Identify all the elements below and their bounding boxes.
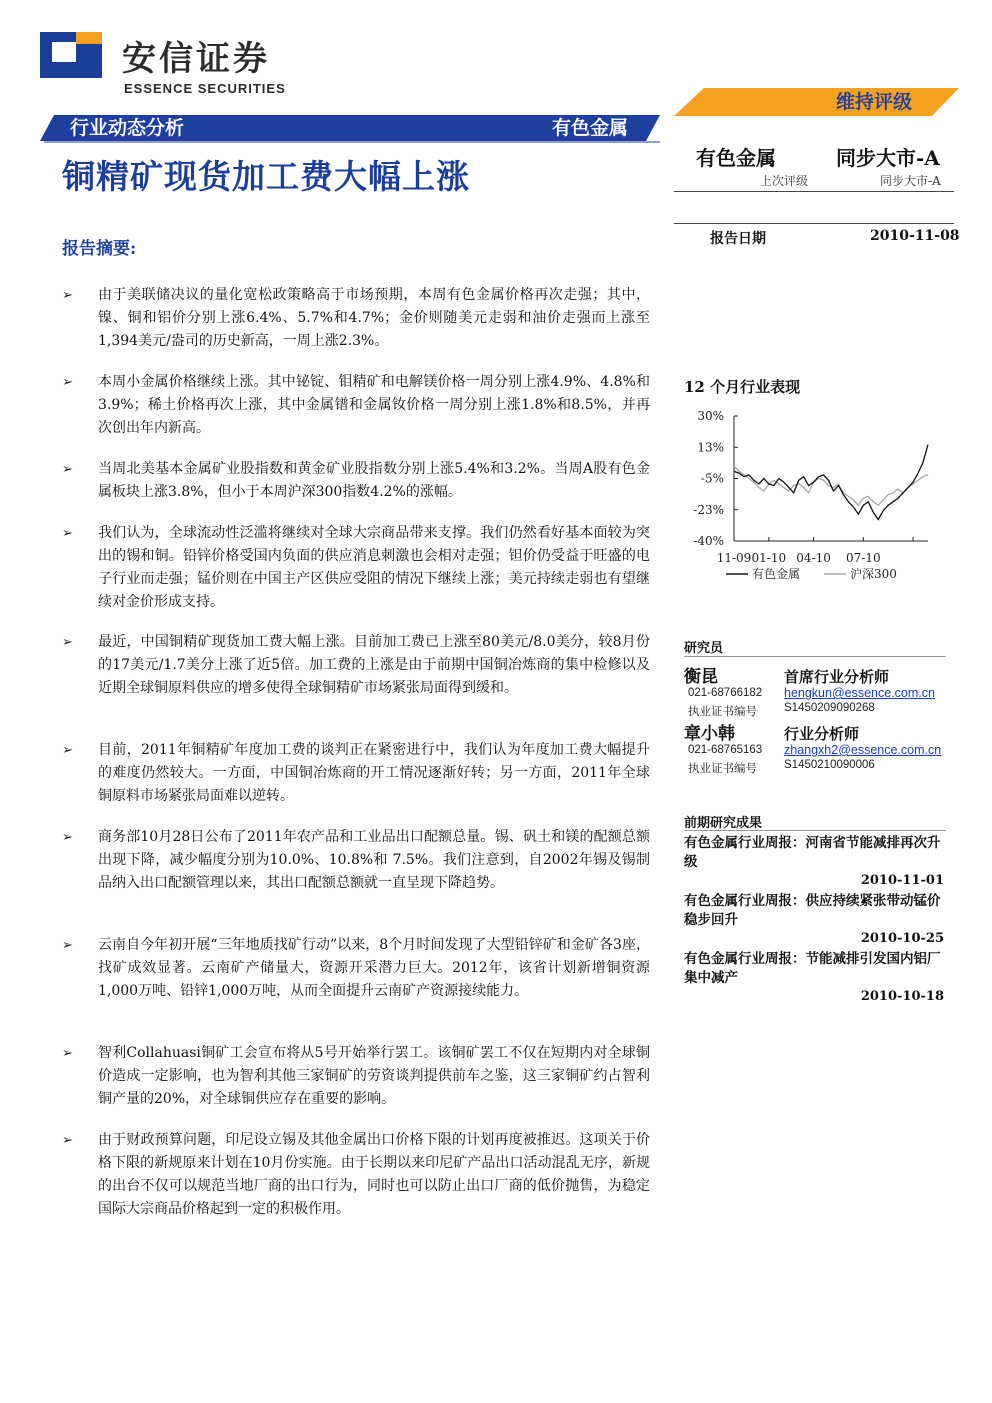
prev-rating-value: 同步大市-A [880, 174, 941, 188]
prior-research-heading: 前期研究成果 [684, 816, 763, 831]
prior-research-date: 2010-11-01 [860, 873, 944, 888]
brand-name-cn: 安信证券 [122, 39, 270, 79]
legend-label: 有色金属 [752, 567, 801, 581]
y-tick-label: -40% [693, 534, 724, 548]
report-title: 铜精矿现货加工费大幅上涨 [62, 157, 470, 196]
prior-research-link[interactable]: 有色金属行业周报：供应持续紧张带动锰价稳步回升 [684, 893, 941, 928]
bullet-arrow-icon: ➢ [62, 526, 73, 541]
researcher-cert-label: 执业证书编号 [688, 706, 757, 718]
bullet-arrow-icon: ➢ [62, 743, 73, 758]
abstract-bullet-text: 智利Collahuasi铜矿工会宣布将从5号开始举行罢工。该铜矿罢工不仅在短期内对全球铜价造成一定影响，也为智利其他三家铜矿的劳资谈判提供前车之鉴，这三家铜矿约占智利铜产量的20%，对全球铜供应存在重要的影响。 [98, 1045, 650, 1107]
researcher-role: 首席行业分析师 [784, 668, 890, 686]
y-tick-label: 13% [697, 440, 724, 455]
y-tick-label: 30% [697, 409, 724, 423]
series-line-nonferrous [734, 445, 928, 520]
report-date-value: 2010-11-08 [870, 228, 960, 244]
researcher-email-link[interactable]: zhangxh2@essence.com.cn [784, 743, 942, 757]
rating-tag-banner [674, 88, 959, 116]
x-tick-label: 01-10 [751, 551, 787, 565]
bullet-arrow-icon: ➢ [62, 375, 73, 390]
chart-title: 12 个月行业表现 [684, 378, 801, 396]
abstract-bullet-text: 当周北美基本金属矿业股指数和黄金矿业股指数分别上涨5.4%和3.2%。当周A股有色金属板块上涨3.8%，但小于本周沪深300指数4.2%的涨幅。 [98, 461, 650, 500]
researcher-cert: S1450209090268 [784, 702, 875, 714]
bullet-arrow-icon: ➢ [62, 1046, 73, 1061]
divider [674, 191, 954, 192]
bullet-arrow-icon: ➢ [62, 635, 73, 650]
prior-research-link[interactable]: 有色金属行业周报：河南省节能减排再次升级 [684, 835, 941, 870]
researchers-heading: 研究员 [684, 641, 724, 656]
prior-research-date: 2010-10-18 [860, 989, 944, 1004]
prior-research-link[interactable]: 有色金属行业周报：节能减排引发国内铝厂集中减产 [684, 951, 941, 986]
report-date-label: 报告日期 [710, 231, 766, 247]
report-category: 行业动态分析 [70, 117, 185, 139]
y-tick-label: -23% [693, 502, 724, 517]
divider [684, 656, 946, 657]
abstract-bullet-text: 目前，2011年铜精矿年度加工费的谈判正在紧密进行中，我们认为年度加工费大幅提升的难度仍然较大。一方面，中国铜冶炼商的开工情况逐渐好转；另一方面，2011年全球铜原料市场紧张局面难以逆转。 [98, 742, 650, 804]
researcher-email-link[interactable]: hengkun@essence.com.cn [784, 686, 935, 700]
abstract-bullet-text: 由于财政预算问题，印尼设立锡及其他金属出口价格下限的计划再度被推迟。这项关于价格下限的新规原来计划在10月份实施。由于长期以来印尼矿产品出口活动混乱无序，新规的出台不仅可以规范当地厂商的出口行为，同时也可以防止出口厂商的低价抛售，为稳定国际大宗商品价格起到一定的积极作用。 [98, 1132, 650, 1217]
abstract-bullet-text: 商务部10月28日公布了2011年农产品和工业品出口配额总量。锡、矾土和镁的配额总额出现下降，减少幅度分别为10.0%、10.8%和 7.5%。我们注意到，自2002年锡及锡制品纳入出口配额管理以来，其出口配额总额就一直呈现下降趋势。 [98, 829, 650, 891]
prior-research-date: 2010-10-25 [860, 931, 944, 946]
abstract-bullet-text: 云南自今年初开展“三年地质找矿行动”以来，8个月时间发现了大型铅锌矿和金矿各3座，找矿成效显著。云南矿产储量大，资源开采潜力巨大。2012年，该省计划新增铜资源1,000万吨、铅锌1,000万吨，从而全面提升云南矿产资源接续能力。 [98, 937, 650, 999]
rating-value: 同步大市-A [836, 146, 940, 170]
researcher-name: 衡昆 [684, 667, 718, 687]
researcher-role: 行业分析师 [784, 725, 860, 743]
y-tick-label: -5% [700, 471, 724, 486]
bullet-arrow-icon: ➢ [62, 830, 73, 845]
prev-rating-label: 上次评级 [760, 174, 809, 188]
brand-logo-icon [40, 32, 102, 78]
researcher-cert-label: 执业证书编号 [688, 763, 757, 775]
bullet-arrow-icon: ➢ [62, 1133, 73, 1148]
researcher-phone: 021-68765163 [688, 744, 763, 756]
divider [674, 223, 954, 224]
researcher-phone: 021-68766182 [688, 687, 763, 699]
abstract-bullet-text: 我们认为，全球流动性泛滥将继续对全球大宗商品带来支撑。我们仍然看好基本面较为突出的锡和铜。铅锌价格受国内负面的供应消息刺激也会相对走强；钽价仍受益于旺盛的电子行业而走强；锰价则在中国主产区供应受阻的情况下继续上涨；美元持续走弱也有望继续对金价形成支持。 [98, 525, 650, 610]
rating-tag-label: 维持评级 [836, 91, 913, 113]
industry-performance-chart [682, 398, 954, 593]
legend-label: 沪深300 [850, 567, 897, 581]
x-tick-label: 07-10 [846, 551, 881, 565]
bullet-arrow-icon: ➢ [62, 938, 73, 953]
divider [684, 830, 946, 831]
report-sector: 有色金属 [552, 117, 629, 139]
bullet-arrow-icon: ➢ [62, 462, 73, 477]
x-tick-label: 11-09 [716, 551, 752, 565]
abstract-bullet-text: 由于美联储决议的量化宽松政策略高于市场预期，本周有色金属价格再次走强；其中，镍、铜和铝价分别上涨6.4%、5.7%和4.7%；金价则随美元走弱和油价走强而上涨至1,394美元/盎司的历史新高，一周上涨2.3%。 [98, 287, 650, 349]
abstract-bullet-text: 最近，中国铜精矿现货加工费大幅上涨。目前加工费已上涨至80美元/8.0美分，较8月份的17美元/1.7美分上涨了近5倍。加工费的上涨是由于前期中国铜冶炼商的集中检修以及近期全球铜原料供应的增多使得全球铜精矿市场紧张局面得到缓和。 [98, 634, 650, 696]
rating-sector: 有色金属 [696, 146, 776, 170]
x-tick-label: 04-10 [796, 551, 831, 565]
brand-name-en: ESSENCE SECURITIES [124, 81, 286, 96]
abstract-heading: 报告摘要: [62, 239, 137, 259]
researcher-cert: S1450210090006 [784, 759, 875, 771]
abstract-bullet-text: 本周小金属价格继续上涨。其中铋锭、钼精矿和电解镁价格一周分别上涨4.9%、4.8%和3.9%；稀土价格再次上涨，其中金属镨和金属钕价格一周分别上涨1.8%和8.5%，并再次创出年内新高。 [98, 374, 650, 436]
researcher-name: 章小韩 [684, 724, 735, 744]
bullet-arrow-icon: ➢ [62, 288, 73, 303]
